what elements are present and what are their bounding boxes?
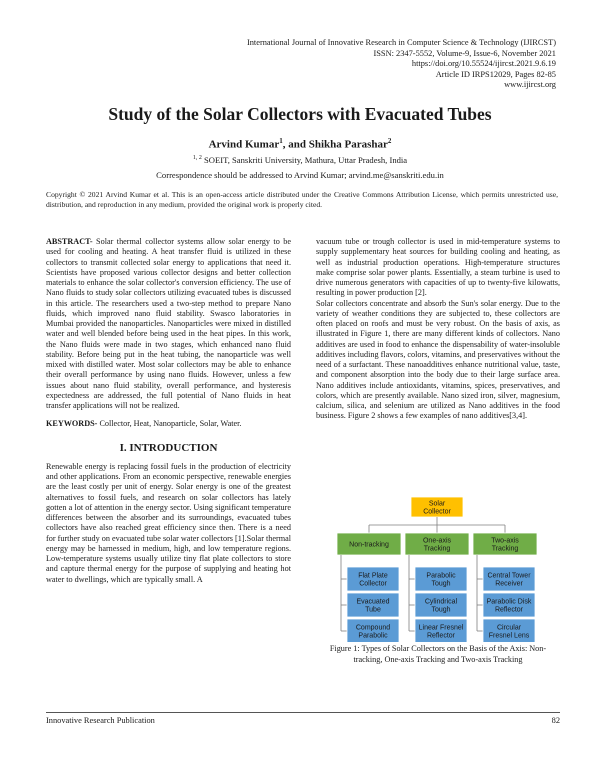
collector-type-label: Parabolic — [426, 572, 456, 580]
category-node-label: One-axis — [422, 537, 452, 545]
keywords — [46, 419, 291, 429]
collector-type-label: Flat Plate — [358, 572, 388, 580]
author-name: Arvind Kumar — [208, 138, 280, 151]
body-paragraph: Solar collectors concentrate and absorb the Sun's solar energy. Due to the variety of weather conditions they are subjected to, these collectors are often placed on roofs and must be very robust. On the basis of axis, as illustrated in Figure 1, there are many different kinds of collectors. Nano additives are used in food to enhance the dispensability of water-insoluble additives including flavors, colors, vitamins, and preservatives without the need of a surfactant. These nanoadditives enhance nutritional value, taste, and component absorption into the body due to their large surface area. Nano additives include antioxidants, vitamins, spices, preservatives, and colors, which are presently available. Nano sized iron, silver, magnesium, calcium, silica, and selenium are utilized as Nano additives in the food business. Figure 2 shows a few examples of nano additives[3,4]. — [316, 298, 560, 421]
footer-publisher: Innovative Research Publication — [46, 716, 155, 725]
page-number: 82 — [551, 716, 560, 725]
journal-website[interactable]: www.ijircst.org — [504, 80, 556, 90]
left-column — [46, 237, 291, 585]
collector-type-label: Parabolic — [358, 632, 388, 640]
collector-type-label: Fresnel Lens — [488, 632, 530, 640]
collector-type-label: Parabolic Disk — [486, 598, 532, 606]
journal-name: International Journal of Innovative Research in Computer Science & Technology (IJIRCST) — [246, 38, 556, 47]
journal-issn: ISSN: 2347-5552, Volume-9, Issue-6, November 2021 — [373, 48, 556, 58]
right-column — [316, 237, 560, 422]
collector-type-label: Collector — [359, 580, 387, 588]
author-joiner: , and — [282, 138, 309, 151]
category-node-label: Tracking — [423, 545, 451, 553]
author-affil-mark: 2 — [387, 137, 392, 145]
collector-type-label: Reflector — [426, 632, 456, 640]
affiliation — [0, 155, 600, 165]
article-id: Article ID IRPS12029, Pages 82-85 — [435, 69, 556, 79]
figure-1-diagram — [334, 494, 540, 642]
collector-type-label: Tube — [365, 606, 381, 614]
journal-header — [247, 38, 556, 91]
collector-type-label: Central Tower — [487, 572, 531, 580]
solar-collector-tree — [334, 494, 540, 642]
category-node-label: Two-axis — [491, 537, 519, 545]
copyright-notice: Copyright © 2021 Arvind Kumar et al. This is an open-access article distributed under the Creative Commons Attribution License, which permits unrestricted use, distribution, and reproduction in any medium, provided the original work is properly cited. — [46, 190, 558, 209]
collector-type-label: Cylindrical — [424, 598, 458, 606]
collector-type-label: Tough — [431, 580, 451, 588]
root-node-label: Solar — [428, 500, 446, 508]
affiliation-text: SOEIT, Sanskriti University, Mathura, Uttar Pradesh, India — [204, 155, 408, 165]
collector-type-label: Reflector — [494, 606, 524, 614]
correspondence: Correspondence should be addressed to Arvind Kumar; arvind.me@sanskriti.edu.in — [156, 170, 444, 180]
keywords-label: KEYWORDS- — [46, 419, 98, 429]
abstract — [46, 237, 291, 411]
author-affil-mark: 1 — [279, 137, 283, 145]
body-paragraph: vacuum tube or trough collector is used in mid-temperature systems to supply supplementary heat sources for building cooling and heating, as well as industrial production operations. High-temperature structures make comprise solar power plants. Essentially, a steam turbine is used to drive numerous generators with capacities of up to twenty-five kilowatts, resulting in power production [2]. — [316, 237, 560, 298]
journal-doi[interactable]: https://doi.org/10.55524/ijircst.2021.9.6.19 — [411, 59, 556, 69]
collector-type-label: Circular — [496, 624, 522, 632]
collector-type-label: Linear Fresnel — [418, 624, 464, 632]
abstract-text: Solar thermal collector systems allow solar energy to be used for cooling and heating. A heat transfer fluid is utilized in these collectors to transmit collected solar energy to applications that need it. Scientists have proposed various collector designs and better collection materials to enhance the solar collector's conversion efficiency. The use of Nano fluids to study solar collectors utilizing evacuated tubes is discussed in this article. The researchers used a two-step method to prepare Nano fluids, which improved nano fluid stability. Swasco laboratories in Mumbai provided the nanoparticles. Nanoparticles were mixed in distilled water and well blended before being used in the heat pipes. In this work, the Nano fluids were made in two stages, which enhanced nano fluid stability. Before being put in the heat tubing, the nanoparticle was well mixed with distilled water. Most solar collectors may be able to enhance their overall performance by using nano fluids. However, unless a few issues about nano fluid stability, overall performance, and hysteresis expectedness are addressed, the full potential of Nano fluids in heat transfer applications will not be realized. — [46, 237, 291, 410]
figure-caption: Figure 1: Types of Solar Collectors on the Basis of the Axis: Non-tracking, One-axis Tracking and Two-axis Tracking — [329, 644, 547, 664]
paper-title: Study of the Solar Collectors with Evacuated Tubes — [108, 104, 492, 124]
collector-type-label: Receiver — [495, 580, 523, 588]
collector-type-label: Evacuated — [356, 598, 390, 606]
author-name: Shikha Parashar — [308, 138, 388, 151]
section-heading-introduction: I. INTRODUCTION — [119, 441, 218, 454]
footer-rule — [46, 712, 560, 713]
collector-type-label: Tough — [431, 606, 451, 614]
category-node-label: Tracking — [491, 545, 519, 553]
root-node-label: Collector — [423, 508, 451, 516]
affiliation-mark: 1, 2 — [192, 155, 202, 162]
keywords-text: Collector, Heat, Nanoparticle, Solar, Water. — [99, 419, 242, 429]
introduction-paragraph: Renewable energy is replacing fossil fuels in the production of electricity and other applications. From an economic perspective, renewable energies are the least costly per unit of energy. Solar energy is one of the greatest alternatives to fossil fuels, and research on solar collectors has lately gotten a lot of attention in the energy sector. Using significant temperature differences between the absorber and its surroundings, evacuated tubes collectors have also reached great efficiency since then. There is a need for further study on evacuated tube solar water collectors [1].Solar thermal energy may be harnessed in medium, high, and low temperature regions. Low-temperature systems usually utilize tiny flat plate collectors to store and capture thermal energy for the purpose of supplying and heating hot water to dwellings, which are typically small. A — [46, 461, 291, 584]
collector-type-label: Compound — [355, 624, 391, 632]
category-node-label: Non-tracking — [349, 541, 389, 549]
author-line — [0, 137, 600, 151]
abstract-label: ABSTRACT- — [46, 237, 93, 246]
